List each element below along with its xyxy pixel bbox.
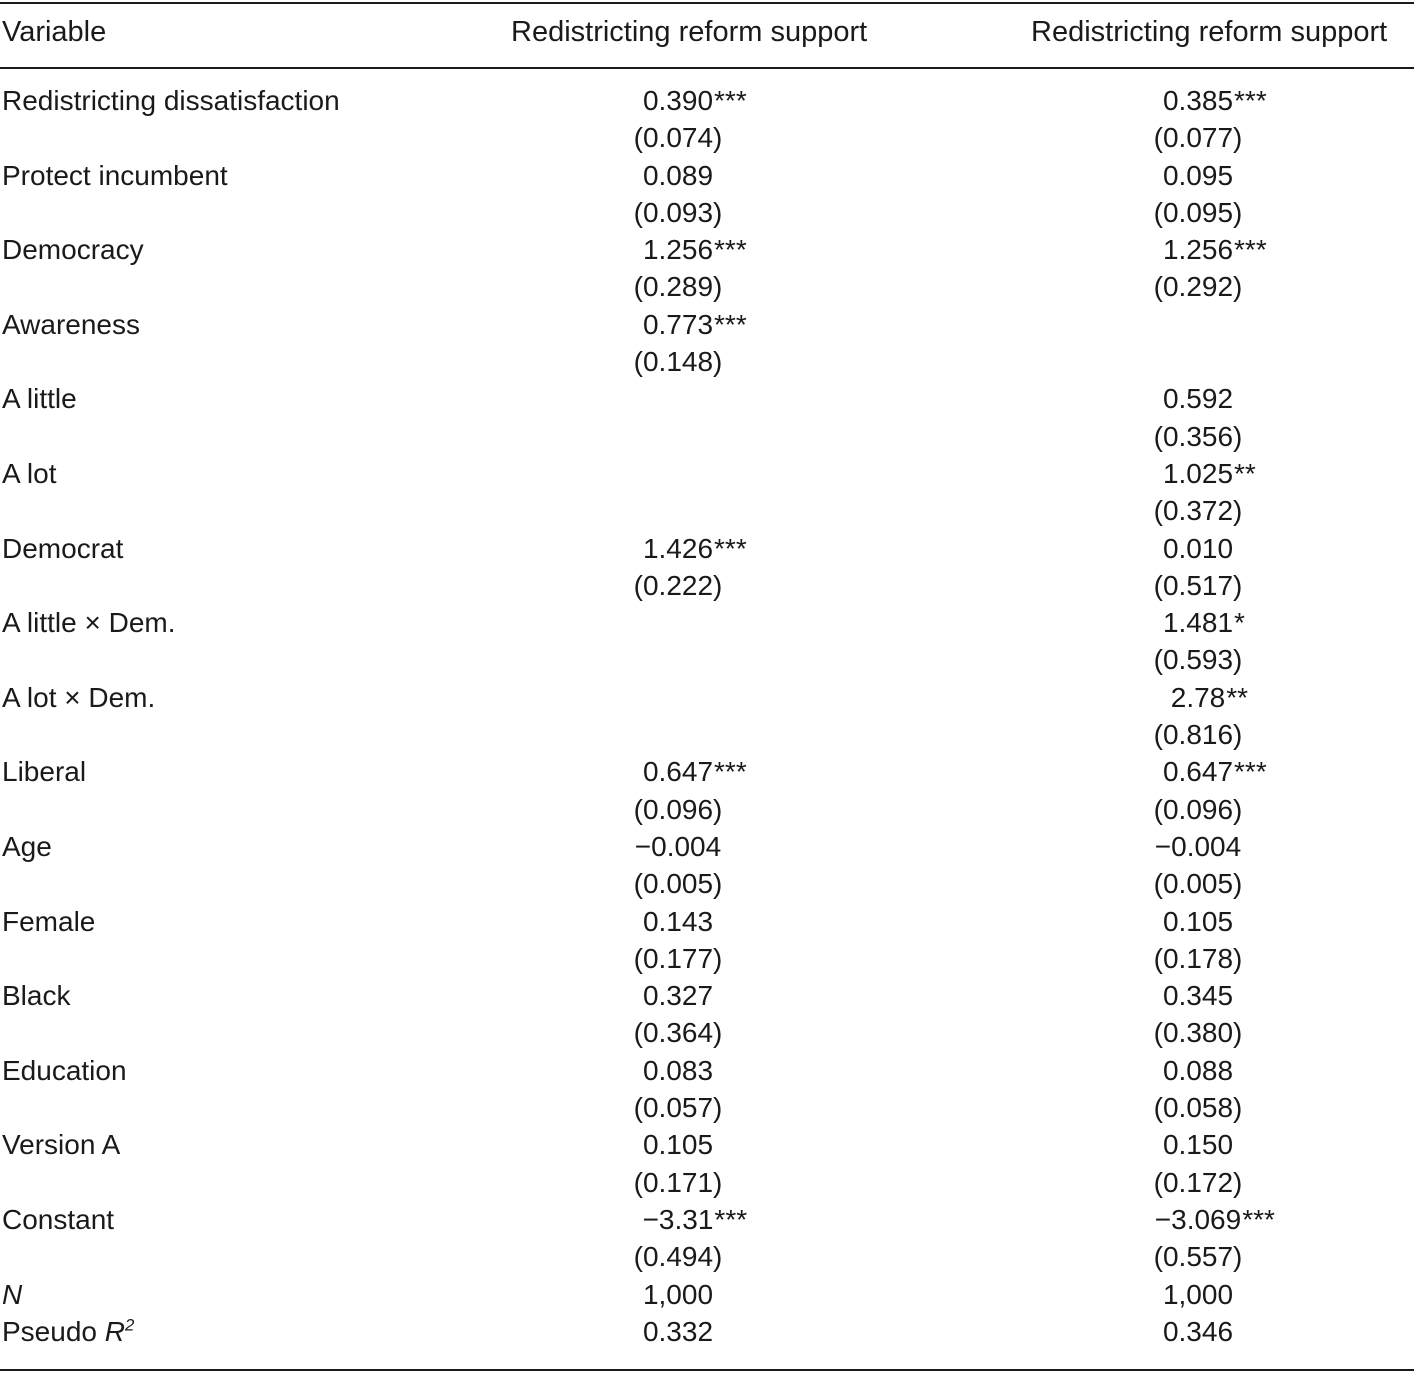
cell-value: (0.077)	[1153, 122, 1243, 154]
table-row-se	[0, 940, 1416, 977]
row-label: Redistricting dissatisfaction	[2, 85, 340, 116]
row-label: Female	[2, 905, 96, 937]
cell-value: (0.557)	[1153, 1241, 1243, 1273]
cell-value: (0.292)	[1153, 271, 1243, 303]
coefficient-value: −3.069	[1154, 1203, 1242, 1235]
cell-value: 0.143	[642, 905, 714, 937]
cell-value: (0.005)	[1153, 868, 1243, 900]
significance-stars: ***	[714, 234, 747, 266]
cell-value: 0.089	[642, 159, 714, 191]
row-label: Democrat	[2, 532, 124, 564]
table-row-se	[0, 865, 1416, 902]
table-row-se	[0, 492, 1416, 529]
cell-value	[603, 306, 753, 343]
variable-column-header: Variable	[2, 16, 107, 48]
row-label: Awareness	[2, 308, 141, 340]
coefficient-value: 0.647	[1162, 756, 1234, 788]
table-row-se	[0, 1238, 1416, 1275]
table-row-se	[0, 641, 1416, 678]
table-row-se	[0, 1014, 1416, 1051]
header-rule	[0, 67, 1414, 69]
cell-value: (0.095)	[1153, 196, 1243, 228]
coefficient-value: −3.31	[642, 1203, 714, 1235]
significance-stars: ***	[714, 756, 747, 788]
cell-value: (0.171)	[633, 1166, 723, 1198]
row-label: Black	[2, 980, 71, 1012]
cell-value: (0.816)	[1153, 719, 1243, 751]
coefficient-value: 1.426	[642, 532, 714, 564]
row-label: A lot × Dem.	[2, 681, 156, 713]
row-label: Protect incumbent	[2, 159, 228, 191]
table-row	[0, 455, 1416, 492]
row-label: Education	[2, 1054, 127, 1086]
significance-stars: **	[1226, 681, 1249, 713]
table-row-se	[0, 343, 1416, 380]
table-row-se	[0, 268, 1416, 305]
table-row	[0, 306, 1416, 343]
row-label: Version A	[2, 1129, 121, 1161]
table-row	[0, 977, 1416, 1014]
cell-value: (0.093)	[633, 196, 723, 228]
table-row-se	[0, 194, 1416, 231]
coefficient-value: 2.78	[1170, 681, 1226, 713]
coefficient-value: 1.256	[642, 234, 714, 266]
significance-stars: ***	[714, 532, 747, 564]
table-row	[0, 903, 1416, 940]
cell-value: (0.058)	[1153, 1092, 1243, 1124]
cell-value	[603, 1201, 753, 1238]
cell-value: 0.083	[642, 1054, 714, 1086]
cell-value: (0.289)	[633, 271, 723, 303]
cell-value: 0.327	[642, 980, 714, 1012]
row-label: Liberal	[2, 756, 87, 788]
model-2-column-header: Redistricting reform support	[1031, 16, 1388, 48]
table-row	[0, 679, 1416, 716]
row-label: Constant	[2, 1203, 115, 1235]
bottom-rule	[0, 1369, 1414, 1371]
table-row	[0, 1313, 1416, 1350]
cell-value: (0.096)	[1153, 793, 1243, 825]
cell-value: 0.088	[1162, 1054, 1234, 1086]
cell-value	[1123, 455, 1273, 492]
row-label-superscript: 2	[124, 1315, 135, 1335]
cell-value	[603, 231, 753, 268]
cell-value	[1123, 679, 1273, 716]
cell-value: (0.005)	[633, 868, 723, 900]
significance-stars: ***	[1242, 1203, 1275, 1235]
table-header	[0, 12, 1416, 52]
significance-stars: **	[1234, 457, 1256, 489]
significance-stars: ***	[1234, 234, 1267, 266]
coefficient-value: 0.647	[642, 756, 714, 788]
row-label: A little	[2, 383, 77, 415]
coefficient-value: 0.390	[642, 85, 714, 116]
cell-value: (0.096)	[633, 793, 723, 825]
row-label: Age	[2, 830, 52, 862]
coefficient-value: 1.256	[1162, 234, 1234, 266]
row-label: A little × Dem.	[2, 607, 176, 639]
cell-value: 0.150	[1162, 1129, 1234, 1161]
significance-stars: ***	[714, 85, 747, 116]
table-row	[0, 1201, 1416, 1238]
cell-value: 0.346	[1162, 1315, 1234, 1347]
cell-value: (0.057)	[633, 1092, 723, 1124]
table-row-se	[0, 716, 1416, 753]
significance-stars: *	[1234, 607, 1245, 639]
table-row-se	[0, 567, 1416, 604]
cell-value: (0.074)	[633, 122, 723, 154]
cell-value: (0.364)	[633, 1017, 723, 1049]
cell-value	[1123, 753, 1273, 790]
row-label: Democracy	[2, 234, 144, 266]
table-row-se	[0, 791, 1416, 828]
cell-value	[603, 753, 753, 790]
row-label: A lot	[2, 457, 57, 489]
row-label: N	[2, 1278, 23, 1310]
table-row-se	[0, 1089, 1416, 1126]
cell-value	[1123, 82, 1273, 119]
significance-stars: ***	[1234, 756, 1267, 788]
table-row	[0, 380, 1416, 417]
cell-value: 0.105	[1162, 905, 1234, 937]
cell-value: (0.517)	[1153, 569, 1243, 601]
cell-value	[603, 530, 753, 567]
cell-value: (0.148)	[633, 346, 723, 378]
table-row-se	[0, 418, 1416, 455]
cell-value: (0.372)	[1153, 495, 1243, 527]
cell-value: (0.172)	[1153, 1166, 1243, 1198]
row-label-variable: R	[104, 1315, 125, 1347]
table-row	[0, 1126, 1416, 1163]
cell-value: (0.380)	[1153, 1017, 1243, 1049]
cell-value: (0.177)	[633, 942, 723, 974]
table-row	[0, 231, 1416, 268]
row-label-text: Pseudo	[2, 1315, 105, 1347]
coefficient-value: 0.773	[642, 308, 714, 340]
significance-stars: ***	[714, 308, 747, 340]
table-row	[0, 753, 1416, 790]
table-row	[0, 530, 1416, 567]
table-row	[0, 1276, 1416, 1313]
table-row-se	[0, 119, 1416, 156]
table-row	[0, 828, 1416, 865]
cell-value: 0.010	[1162, 532, 1234, 564]
table-row-se	[0, 1164, 1416, 1201]
cell-value	[1123, 604, 1273, 641]
table-row	[0, 82, 1416, 119]
cell-value: 0.592	[1162, 383, 1234, 415]
model-1-column-header: Redistricting reform support	[511, 16, 868, 48]
cell-value: −0.004	[1154, 830, 1242, 862]
coefficient-value: 1.025	[1162, 457, 1234, 489]
cell-value	[603, 82, 753, 119]
cell-value: (0.356)	[1153, 420, 1243, 452]
cell-value: (0.494)	[633, 1241, 723, 1273]
coefficient-value: 1.481	[1162, 607, 1234, 639]
cell-value: (0.222)	[633, 569, 723, 601]
table-body	[0, 82, 1416, 1350]
table-row	[0, 157, 1416, 194]
significance-stars: ***	[714, 1203, 748, 1235]
row-label	[2, 1313, 134, 1350]
cell-value: (0.593)	[1153, 644, 1243, 676]
significance-stars: ***	[1234, 85, 1267, 116]
cell-value: 1,000	[1162, 1278, 1234, 1310]
top-rule	[0, 2, 1414, 4]
table-row	[0, 604, 1416, 641]
cell-value: −0.004	[634, 830, 722, 862]
cell-value	[1123, 1201, 1273, 1238]
cell-value	[1123, 231, 1273, 268]
cell-value: (0.178)	[1153, 942, 1243, 974]
cell-value: 0.332	[642, 1315, 714, 1347]
cell-value: 1,000	[642, 1278, 714, 1310]
cell-value: 0.105	[642, 1129, 714, 1161]
cell-value: 0.345	[1162, 980, 1234, 1012]
table-row	[0, 1052, 1416, 1089]
cell-value: 0.095	[1162, 159, 1234, 191]
coefficient-value: 0.385	[1162, 85, 1234, 116]
